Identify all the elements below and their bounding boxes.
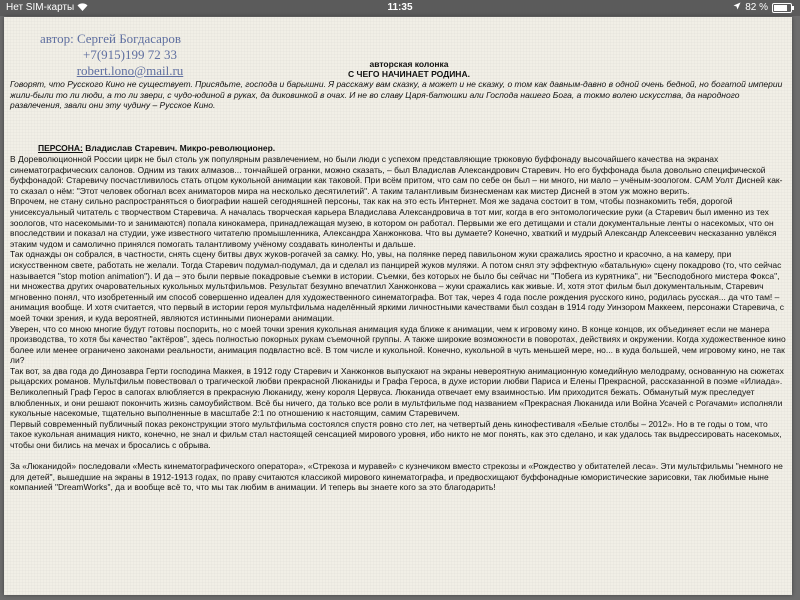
system-indicators [733, 0, 792, 16]
author-phone: +7(915)199 72 33 [83, 47, 177, 62]
column-label: авторская колонка [369, 59, 449, 69]
carrier-label: Нет SIM-карты [6, 0, 88, 16]
intro-paragraph: Говорят, что Русского Кино не существует. Присядьте, господа и барышни. Я расскажу вам сказку, а может и не сказку, о том как давным-давно в одной очень бедной, но богатой империи жили-были то ли люди, а то ли звери, с чудо-юдиной в руках, да диковинкой в очах. И не во славу Царя-батюшки али Господа нашего Бога, а токмо волею искусства, да народного развлечения, звали они эту чудину – Русское Кино. [10, 79, 783, 111]
paragraph: Первый современный публичный показ реконструкции этого мультфильма состоялся спустя ровно сто лет, на четвертый день кинофестиваля «Белые столбы – 2012». Но в те годы о том, что такое кукольная анимация никто, конечно, не знал и фильм стал настоящей сенсацией мирового уровня, ибо никто не мог понять, как это сделано, и как удалось так выдрессировать насекомых, чтобы они бились на мечах и бросались с обрыва. [10, 418, 782, 451]
document-page [4, 17, 792, 595]
status-bar [0, 0, 800, 16]
persona-label: ПЕРСОНА: [38, 143, 83, 153]
battery-level [774, 5, 787, 11]
paragraph: Так однажды он собрался, в частности, снять сцену битвы двух жуков-рогачей за самку. Но, увы, на полянке перед павильоном жуки сражались яростно и красочно, а на камеру, при искусственном свете, работать не желали. Тогда Старевич подумал-подумал, да и сделал из панцирей жуков муляжи. А потом снял эту эффектную «батальную» сцену покадрово (то, что сейчас называется "stop motion animation"). И да – это были первые покадровые съемки в истории. Съемки, без которых не было бы сейчас ни "Побега из курятника", ни "Бесподобного мистера Фокса", ни множества других очаровательных кукольных мультфильмов. Результат безумно впечатлил Ханжонкова – жуки сражались как живые. И, хотя этот фильм был документальным, Старевич мгновенно понял, что изобретенный им способ совершенно идеален для художественного синематографа. Вот так, через 4 года после рождения русского кино, родилась русская... да что там! – анимация вообще. И хотя считается, что первый в истории героя мультфильма наделённый яркими личностными качествами был создан в 1914 году Уинзором Маккеем, персонажи Старевича, с моей точки зрения, и куда вероятней, являются истинными пионерами анимации. [10, 249, 784, 323]
article-body [10, 154, 786, 493]
persona-heading [38, 143, 275, 153]
battery-percent: 82 % [745, 2, 768, 13]
column-header [304, 59, 514, 79]
paragraph: В Дореволюционной России цирк не был столь уж популярным развлечением, но были люди с успехом представляющие трюковую буффонаду высочайшего качества на экранах синематографических салонов. Одним из таких алмазов... тончайшей огранки, можно сказать, – был Владислав Александрович Старевич. Но его буффонада была довольно специфической буффонадой: Старевичу посчастливилось стать отцом кукольной анимации как таковой. При всём притом, что сам по себе он был – ни много, ни мало – учёным-зоологом. САМ Уолт Дисней как-то сказал о нём: "Этот человек обогнал всех аниматоров мира на несколько десятилетий". А таким талантливым бизнесменам как мистер Дисней в этом уж можно верить. [10, 154, 783, 196]
paragraph: Так вот, за два года до Динозавра Герти господина Маккея, в 1912 году Старевич и Ханжонков выпускают на экраны невероятную анимационную комедийную мелодраму, основанную на сюжетах рыцарских романов. Мультфильм повествовал о трагической любви прекрасной Люканиды и Графа Героса, в духе истории любви Париса и Елены Прекрасной, рассказанной в поэме «Илиада». Великолепный Граф Герос в сапогах влюбляется в прекрасную Люканиду, жену короля Цервуса. Люканида отвечает ему взаимностью. Им приходится бежать. Обманутый муж преследует влюбленных, и они решают покончить жизнь самоубийством. Всё бы ничего, да только все роли в мультфильме под названием «Прекрасная Люканида или Война Усачей с Рогачами» исполняли кукольные насекомые, тщательно выполненные в масштабе 2:1 по отношению к настоящим, самим Старевичем. [10, 365, 784, 419]
author-email-link[interactable]: robert.lono@mail.ru [76, 63, 184, 78]
author-name: автор: Сергей Богдасаров [40, 31, 182, 46]
battery-icon [772, 3, 792, 13]
clock: 11:35 [387, 2, 413, 13]
paragraph: За «Люканидой» последовали «Месть кинематографического оператора», «Стрекоза и муравей» с кузнечиком вместо стрекозы и «Рождество у обитателей леса». Эти мультфильмы "немного не для детей", вышедшие на экраны в 1912-1913 годах, по праву считаются классикой мирового кинематографа, и предвосхищают буффонадные юмористические зарисовки, так любимые ныне компанией "DreamWorks", да и вообще всё то, что мы так любим в анимации. И теперь вы знаете кого за это благодарить! [10, 461, 783, 493]
author-block [40, 31, 220, 79]
persona-title: Владислав Старевич. Микро-революционер. [85, 143, 276, 153]
location-arrow-icon [733, 0, 741, 16]
article-title: С ЧЕГО НАЧИНАЕТ РОДИНА. [348, 69, 470, 79]
paragraph: Впрочем, не стану сильно распространяться о биографии нашей сегодняшней персоны, так как на это есть Интернет. Моя же задача состоит в том, чтобы познакомить тебя, дорогой унисексуальный читатель с творчеством Старевича. А началась творческая карьера Владислава Александровича в тот миг, когда в его энтомологические руки (а Старевич был именно из тех зоологов, что насекомыми-то и занимаются) попала кинокамера, принадлежащая музею, в котором он работал. Первыми же его детищами и стали документальные ленты о насекомых, что он впоследствии и показал на студии, уже известного читателю промышленника, Александра Ханжонкова. Что вы думаете? Конечно, хваткий и мудрый Александр Алексеевич несказанно увлёкся этаким чудом и самолично принялся помогать талантливому учёному создавать киноленты и дальше. [10, 196, 777, 249]
paragraph: Уверен, что со мною многие будут готовы поспорить, но с моей точки зрения кукольная анимация куда ближе к анимации, чем к игровому кино. В конце концов, их объединяет если не манера производства, то хотя бы качество "актёров", здесь полностью покорных рукам съемочной группы. А также широкие возможности в поворотах, действиях и окружении. Когда художественное кино более или менее ограничено законами реальности, анимация подвластно всё. В том числе и кукольной. Конечно, кукольной в чуть меньшей мере, но... в куда большей, чем игровому кино, не так ли? [10, 323, 786, 366]
